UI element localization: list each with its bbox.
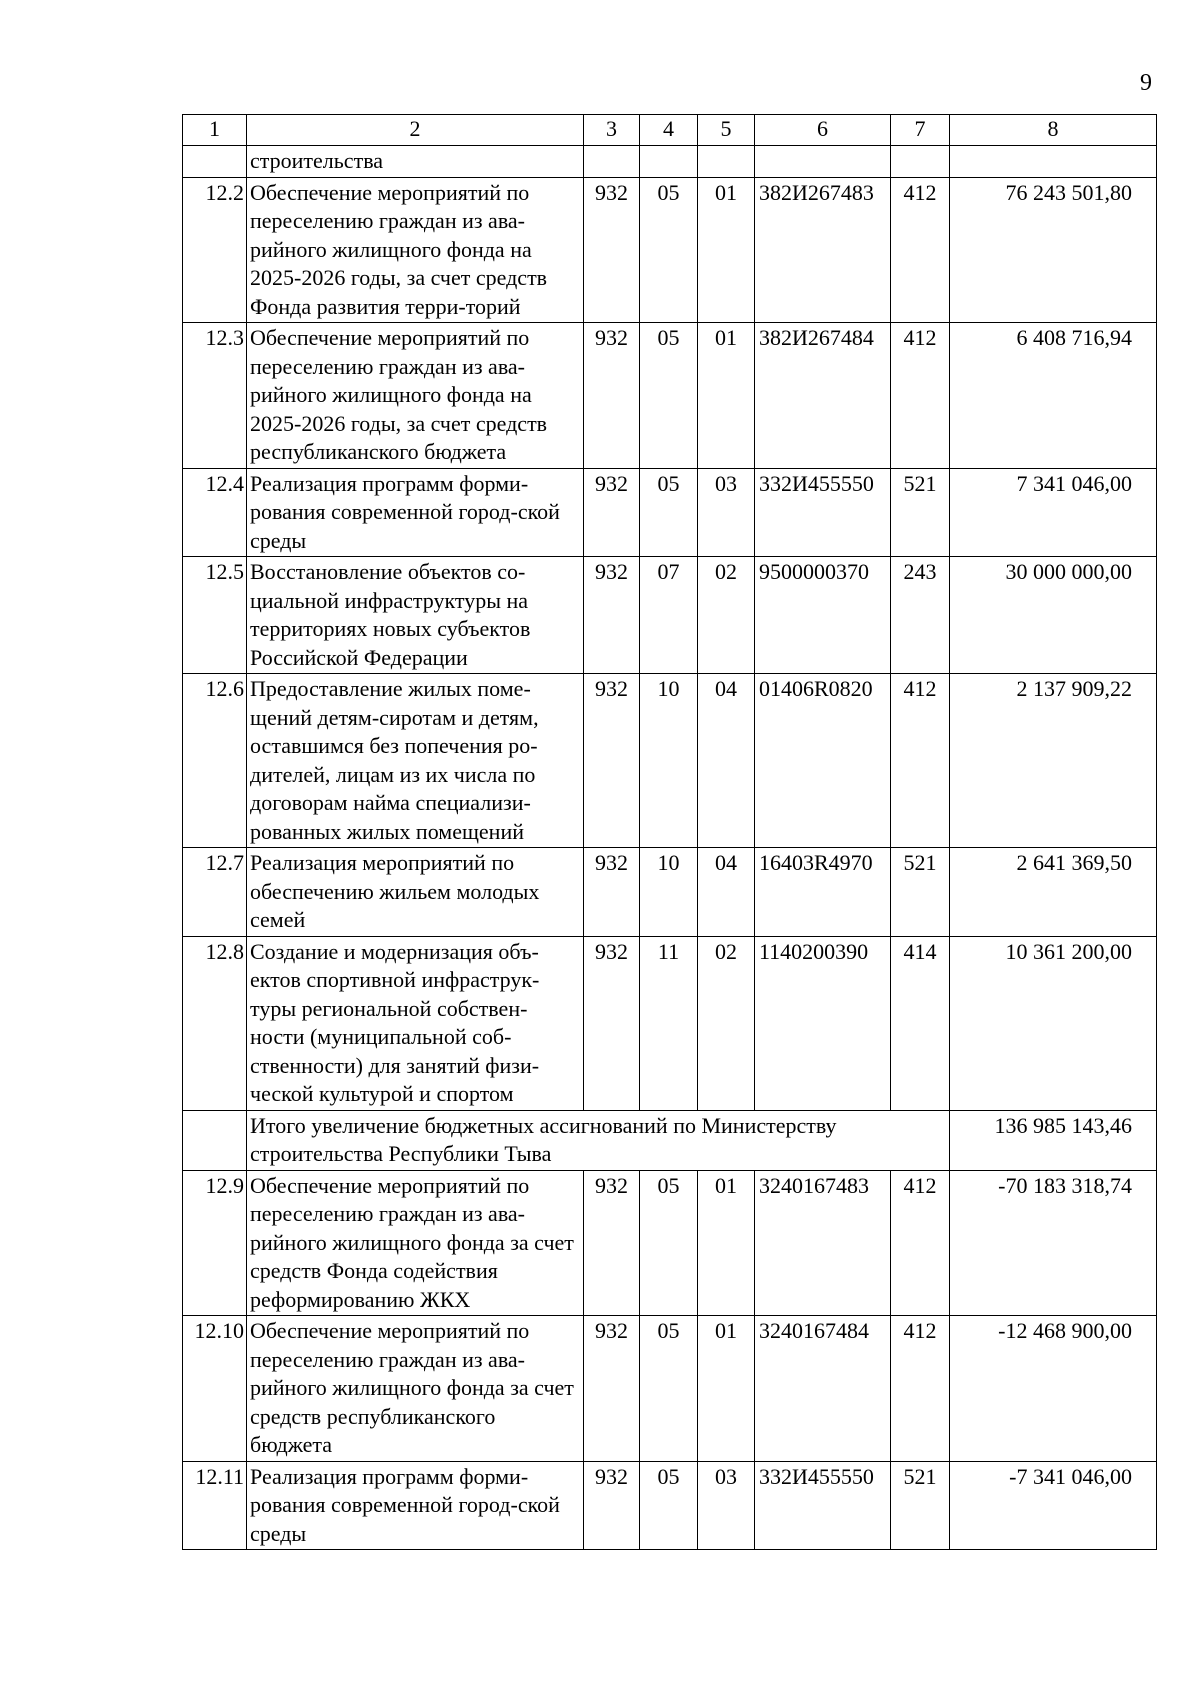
section-code-cell: 05: [640, 1316, 698, 1462]
header-cell: 2: [247, 115, 584, 146]
header-cell: 3: [584, 115, 640, 146]
empty-cell: [183, 1110, 247, 1170]
row-number-cell: 12.5: [183, 557, 247, 674]
section-code-cell: 10: [640, 674, 698, 848]
subsection-code-cell: 02: [698, 557, 755, 674]
empty-cell: [698, 146, 755, 178]
expense-type-code-cell: 412: [891, 674, 950, 848]
amount-cell: 76 243 501,80: [950, 177, 1157, 323]
target-item-code-cell: 3240167483: [755, 1170, 891, 1316]
expense-type-code-cell: 412: [891, 177, 950, 323]
continuation-row: [183, 146, 1157, 178]
subsection-code-cell: 03: [698, 468, 755, 557]
total-label: Итого увеличение бюджетных ассигнований по Министерству строительства Республики Тыва: [247, 1110, 950, 1170]
row-number-cell: 12.3: [183, 323, 247, 469]
subsection-code-cell: 04: [698, 848, 755, 937]
amount-cell: 2 641 369,50: [950, 848, 1157, 937]
ministry-code-cell: 932: [584, 468, 640, 557]
expense-name-cell: Обеспечение мероприятий по переселению граждан из ава-рийного жилищного фонда за счет средств республиканского бюджета: [247, 1316, 584, 1462]
ministry-code-cell: 932: [584, 323, 640, 469]
expense-type-code-cell: 521: [891, 848, 950, 937]
section-code-cell: 10: [640, 848, 698, 937]
ministry-code-cell: 932: [584, 674, 640, 848]
subsection-code-cell: 04: [698, 674, 755, 848]
table-row: [183, 1461, 1157, 1550]
empty-cell: [950, 146, 1157, 178]
target-item-code-cell: 332И455550: [755, 1461, 891, 1550]
expense-name-cell: Создание и модернизация объ-ектов спортивной инфраструк-туры региональной собствен-ности (муниципальной соб-ственности) для занятий физи-ческой культурой и спортом: [247, 936, 584, 1110]
section-code-cell: 05: [640, 1170, 698, 1316]
ministry-code-cell: 932: [584, 1316, 640, 1462]
header-cell: 5: [698, 115, 755, 146]
expense-type-code-cell: 414: [891, 936, 950, 1110]
table-row: [183, 1170, 1157, 1316]
target-item-code-cell: 1140200390: [755, 936, 891, 1110]
column-number-header: [183, 115, 1157, 146]
section-code-cell: 07: [640, 557, 698, 674]
ministry-code-cell: 932: [584, 1461, 640, 1550]
target-item-code-cell: 9500000370: [755, 557, 891, 674]
empty-cell: [640, 146, 698, 178]
section-code-cell: 05: [640, 323, 698, 469]
subsection-code-cell: 01: [698, 1170, 755, 1316]
section-code-cell: 05: [640, 468, 698, 557]
page-number: 9: [1140, 70, 1152, 96]
table-row: [183, 468, 1157, 557]
target-item-code-cell: 332И455550: [755, 468, 891, 557]
amount-cell: 7 341 046,00: [950, 468, 1157, 557]
expense-name-cell: Предоставление жилых поме-щений детям-сиротам и детям, оставшимся без попечения ро-дителей, лицам из их числа по договорам найма специализи-рованных жилых помещений: [247, 674, 584, 848]
ministry-code-cell: 932: [584, 848, 640, 937]
ministry-code-cell: 932: [584, 557, 640, 674]
expense-type-code-cell: 243: [891, 557, 950, 674]
target-item-code-cell: 16403R4970: [755, 848, 891, 937]
budget-table: [182, 114, 1157, 1550]
table-row: [183, 557, 1157, 674]
subsection-code-cell: 01: [698, 323, 755, 469]
target-item-code-cell: 01406R0820: [755, 674, 891, 848]
subsection-code-cell: 03: [698, 1461, 755, 1550]
empty-cell: [183, 146, 247, 178]
empty-cell: [584, 146, 640, 178]
expense-type-code-cell: 521: [891, 1461, 950, 1550]
row-number-cell: 12.4: [183, 468, 247, 557]
table-row: [183, 323, 1157, 469]
table-row: [183, 674, 1157, 848]
table-row: [183, 1316, 1157, 1462]
expense-name-cell: Восстановление объектов со-циальной инфраструктуры на территориях новых субъектов Российской Федерации: [247, 557, 584, 674]
ministry-code-cell: 932: [584, 936, 640, 1110]
target-item-code-cell: 382И267484: [755, 323, 891, 469]
header-cell: 4: [640, 115, 698, 146]
header-cell: 1: [183, 115, 247, 146]
header-cell: 7: [891, 115, 950, 146]
amount-cell: -12 468 900,00: [950, 1316, 1157, 1462]
section-code-cell: 05: [640, 1461, 698, 1550]
expense-name-cell: Реализация программ форми-рования современной город-ской среды: [247, 1461, 584, 1550]
expense-name-cell: Реализация программ форми-рования современной город-ской среды: [247, 468, 584, 557]
table-row: [183, 177, 1157, 323]
target-item-code-cell: 3240167484: [755, 1316, 891, 1462]
empty-cell: [755, 146, 891, 178]
subsection-code-cell: 01: [698, 177, 755, 323]
row-number-cell: 12.6: [183, 674, 247, 848]
ministry-code-cell: 932: [584, 1170, 640, 1316]
subsection-code-cell: 02: [698, 936, 755, 1110]
section-code-cell: 11: [640, 936, 698, 1110]
expense-name-cell: Обеспечение мероприятий по переселению граждан из ава-рийного жилищного фонда за счет средств Фонда содействия реформированию ЖКХ: [247, 1170, 584, 1316]
row-number-cell: 12.8: [183, 936, 247, 1110]
expense-type-code-cell: 412: [891, 1316, 950, 1462]
table-row: [183, 936, 1157, 1110]
row-number-cell: 12.11: [183, 1461, 247, 1550]
expense-type-code-cell: 412: [891, 1170, 950, 1316]
amount-cell: -70 183 318,74: [950, 1170, 1157, 1316]
ministry-code-cell: 932: [584, 177, 640, 323]
row-number-cell: 12.10: [183, 1316, 247, 1462]
amount-cell: -7 341 046,00: [950, 1461, 1157, 1550]
header-cell: 6: [755, 115, 891, 146]
empty-cell: [891, 146, 950, 178]
row-number-cell: 12.9: [183, 1170, 247, 1316]
header-cell: 8: [950, 115, 1157, 146]
expense-name-cell: Обеспечение мероприятий по переселению граждан из ава-рийного жилищного фонда на 2025-2026 годы, за счет средств республиканского бюджета: [247, 323, 584, 469]
amount-cell: 10 361 200,00: [950, 936, 1157, 1110]
table-row: [183, 848, 1157, 937]
subsection-code-cell: 01: [698, 1316, 755, 1462]
row-number-cell: 12.7: [183, 848, 247, 937]
expense-name-cell: Реализация мероприятий по обеспечению жильем молодых семей: [247, 848, 584, 937]
amount-cell: 6 408 716,94: [950, 323, 1157, 469]
continuation-text: строительства: [247, 146, 584, 178]
expense-type-code-cell: 412: [891, 323, 950, 469]
section-code-cell: 05: [640, 177, 698, 323]
expense-name-cell: Обеспечение мероприятий по переселению граждан из ава-рийного жилищного фонда на 2025-2026 годы, за счет средств Фонда развития терри-торий: [247, 177, 584, 323]
total-amount: 136 985 143,46: [950, 1110, 1157, 1170]
amount-cell: 30 000 000,00: [950, 557, 1157, 674]
total-row: [183, 1110, 1157, 1170]
row-number-cell: 12.2: [183, 177, 247, 323]
amount-cell: 2 137 909,22: [950, 674, 1157, 848]
expense-type-code-cell: 521: [891, 468, 950, 557]
target-item-code-cell: 382И267483: [755, 177, 891, 323]
